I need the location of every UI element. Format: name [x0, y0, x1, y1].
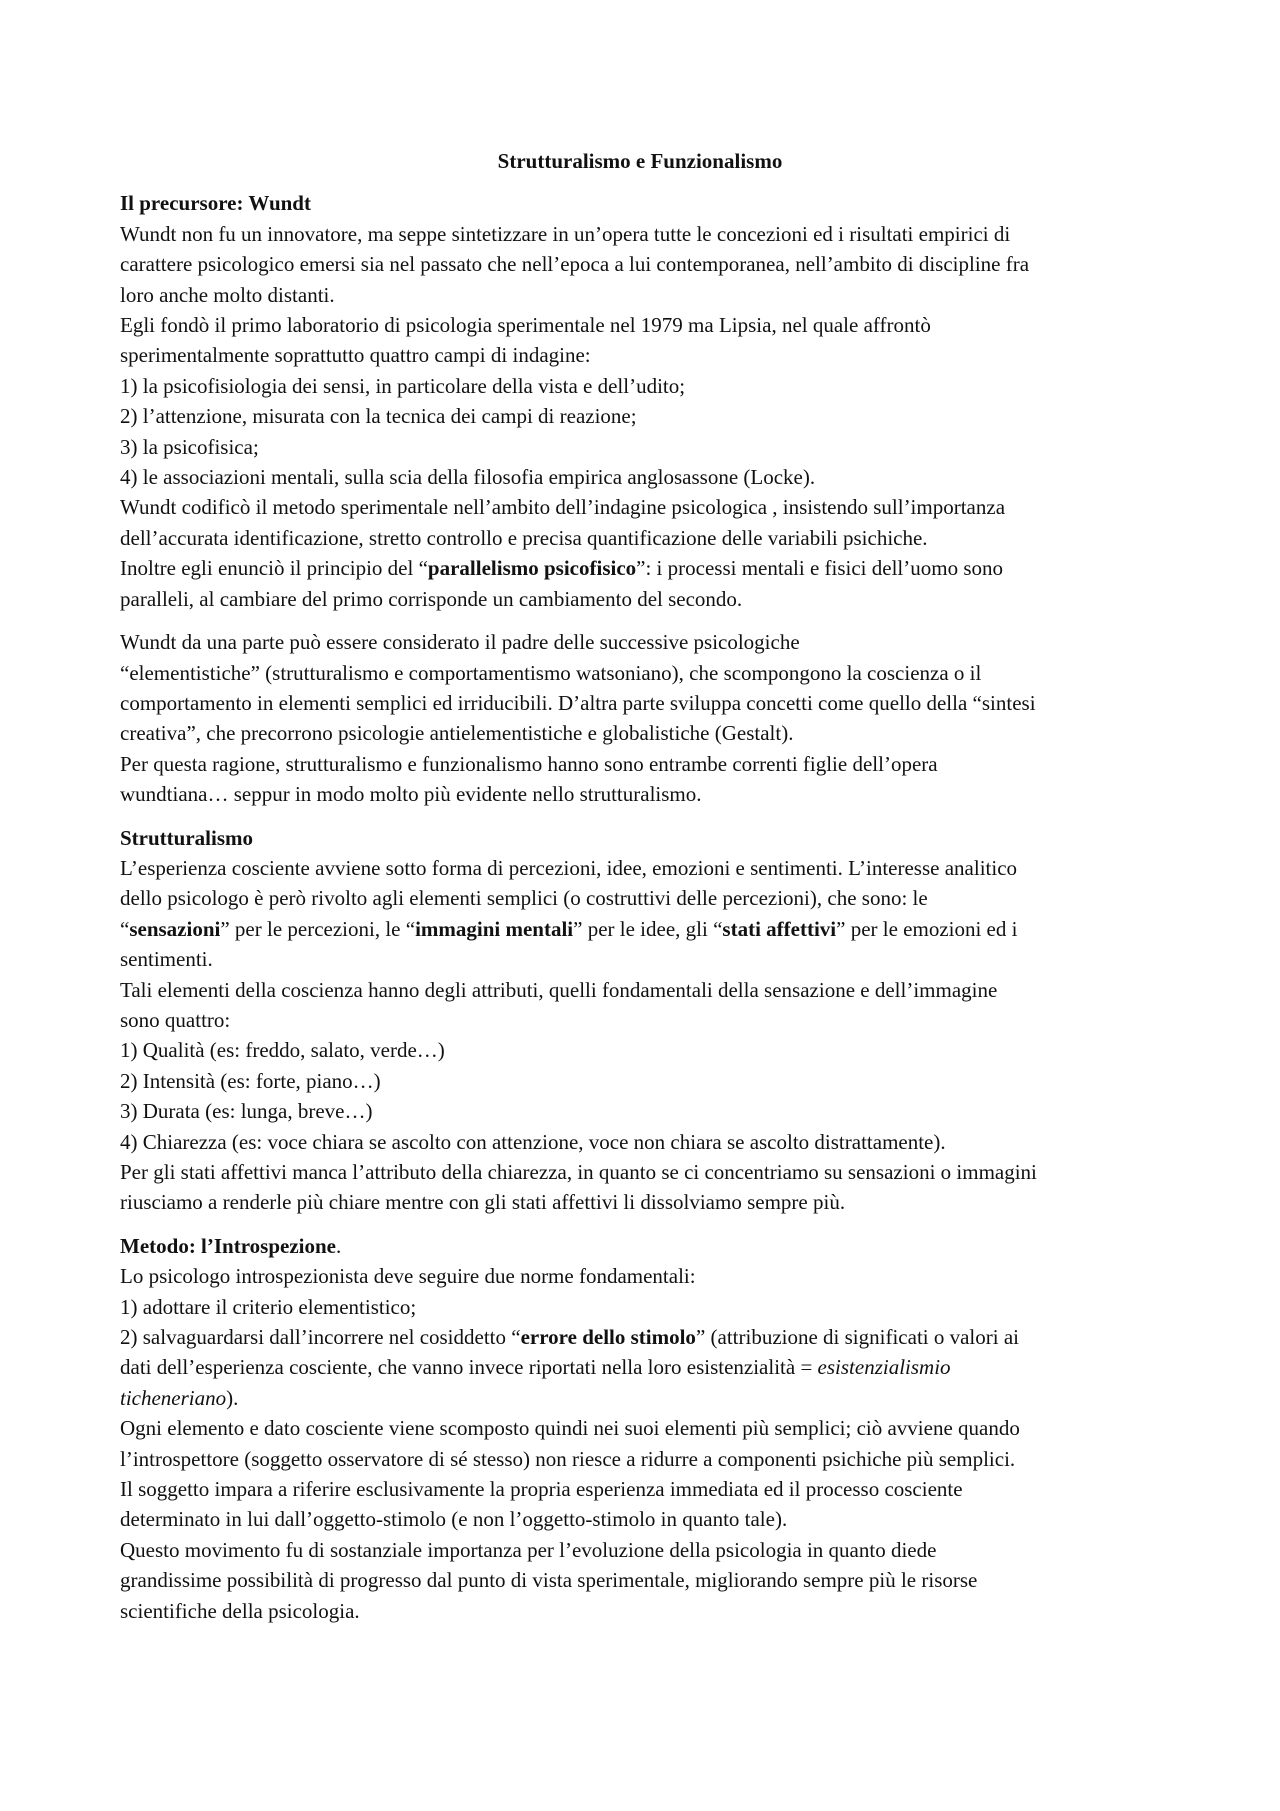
paragraph-line: sentimenti. [120, 947, 213, 972]
paragraph-line [120, 1352, 1160, 1382]
paragraph-line: Egli fondò il primo laboratorio di psicologia sperimentale nel 1979 ma Lipsia, nel quale affrontò [120, 313, 931, 338]
paragraph-line: Wundt non fu un innovatore, ma seppe sintetizzare in un’opera tutte le concezioni ed i risultati empirici di [120, 221, 1011, 246]
paragraph-line: wundtiana… seppur in modo molto più evidente nello strutturalismo. [120, 782, 702, 807]
paragraph-line: sperimentalmente soprattutto quattro campi di indagine: [120, 343, 591, 368]
list-item: 4) le associazioni mentali, sulla scia della filosofia empirica anglosassone (Locke). [120, 465, 816, 490]
paragraph-line: l’introspettore (soggetto osservatore di sé stesso) non riesce a ridurre a componenti psichiche più semplici. [120, 1446, 1016, 1471]
paragraph-line: scientifiche della psicologia. [120, 1598, 360, 1623]
text-span: ” per le percezioni, le “ [220, 916, 416, 941]
paragraph-line: creativa”, che precorrono psicologie antielementistiche e globalistiche (Gestalt). [120, 721, 794, 746]
paragraph-line: dello psicologo è però rivolto agli elementi semplici (o costruttivi delle percezioni), che sono: le [120, 886, 928, 911]
paragraph-line [120, 1383, 1160, 1413]
paragraph-line: “elementistiche” (strutturalismo e comportamentismo watsoniano), che scompongono la coscienza o il [120, 660, 982, 685]
text-span: dati dell’esperienza cosciente, che vanno invece riportati nella loro esistenzialità = [120, 1355, 818, 1380]
text-span: ”: i processi mentali e fisici dell’uomo sono [636, 556, 1003, 581]
bold-term: Metodo: l’Introspezione [120, 1233, 336, 1258]
text-span: . [336, 1233, 342, 1258]
paragraph-line: comportamento in elementi semplici ed irriducibili. D’altra parte sviluppa concetti come quello della “sintesi [120, 690, 1036, 715]
paragraph-line: sono quattro: [120, 1007, 231, 1032]
list-item: 1) Qualità (es: freddo, salato, verde…) [120, 1038, 445, 1063]
list-item: 4) Chiarezza (es: voce chiara se ascolto con attenzione, voce non chiara se ascolto distrattamente). [120, 1129, 946, 1154]
bold-term: parallelismo psicofisico [427, 556, 637, 581]
list-item: 3) Durata (es: lunga, breve…) [120, 1099, 373, 1124]
italic-term: ticheneriano [120, 1385, 227, 1410]
text-span: ). [226, 1385, 239, 1410]
section-heading-wundt: Il precursore: Wundt [120, 191, 311, 216]
paragraph-line: riusciamo a renderle più chiare mentre con gli stati affettivi li dissolviamo sempre più. [120, 1190, 846, 1215]
paragraph-line: Wundt codificò il metodo sperimentale nell’ambito dell’indagine psicologica , insistendo sull’importanza [120, 495, 1006, 520]
text-span: ” per le emozioni ed i [836, 916, 1018, 941]
paragraph-line: loro anche molto distanti. [120, 282, 335, 307]
text-span: ” per le idee, gli “ [573, 916, 723, 941]
paragraph-line [120, 553, 1160, 583]
paragraph-line: Per questa ragione, strutturalismo e funzionalismo hanno sono entrambe correnti figlie dell’opera [120, 751, 938, 776]
paragraph-line: paralleli, al cambiare del primo corrisponde un cambiamento del secondo. [120, 586, 743, 611]
bold-term: immagini mentali [415, 916, 574, 941]
bold-term: errore dello stimolo [520, 1325, 696, 1350]
document-title: Strutturalismo e Funzionalismo [497, 149, 783, 173]
bold-term: sensazioni [129, 916, 221, 941]
paragraph-line: Wundt da una parte può essere considerato il padre delle successive psicologiche [120, 630, 800, 655]
list-item: 1) la psicofisiologia dei sensi, in particolare della vista e dell’udito; [120, 373, 686, 398]
paragraph-line: carattere psicologico emersi sia nel passato che nell’epoca a lui contemporanea, nell’ambito di discipline fra [120, 252, 1030, 277]
paragraph-line: Per gli stati affettivi manca l’attributo della chiarezza, in quanto se ci concentriamo su sensazioni o immagini [120, 1160, 1037, 1184]
paragraph-line: L’esperienza cosciente avviene sotto forma di percezioni, idee, emozioni e sentimenti. L’interesse analitico [120, 855, 1018, 880]
paragraph-line: dell’accurata identificazione, stretto controllo e precisa quantificazione delle variabili psichiche. [120, 525, 928, 550]
section-heading-metodo [120, 1231, 1160, 1261]
paragraph-line [120, 914, 1160, 944]
list-item: 2) l’attenzione, misurata con la tecnica dei campi di reazione; [120, 404, 637, 429]
text-span: Inoltre egli enunciò il principio del “ [120, 556, 428, 581]
paragraph-line: Ogni elemento e dato cosciente viene scomposto quindi nei suoi elementi più semplici; ciò avviene quando [120, 1416, 1020, 1441]
text-span: “ [120, 916, 130, 941]
list-item: 1) adottare il criterio elementistico; [120, 1294, 417, 1319]
section-heading-strutturalismo: Strutturalismo [120, 825, 253, 850]
paragraph-line: grandissime possibilità di progresso dal punto di vista sperimentale, migliorando sempre più le risorse [120, 1568, 978, 1593]
text-span: 2) salvaguardarsi dall’incorrere nel cosiddetto “ [120, 1325, 521, 1350]
list-item: 3) la psicofisica; [120, 434, 259, 459]
document-page [120, 146, 1160, 1626]
list-item: 2) Intensità (es: forte, piano…) [120, 1068, 381, 1093]
list-item [120, 1322, 1160, 1352]
italic-term: esistenzialismio [817, 1355, 951, 1380]
paragraph-line: determinato in lui dall’oggetto-stimolo (e non l’oggetto-stimolo in quanto tale). [120, 1507, 788, 1532]
bold-term: stati affettivi [722, 916, 837, 941]
paragraph-line: Questo movimento fu di sostanziale importanza per l’evoluzione della psicologia in quanto diede [120, 1537, 937, 1562]
paragraph-line: Il soggetto impara a riferire esclusivamente la propria esperienza immediata ed il processo cosciente [120, 1477, 963, 1502]
paragraph-line: Lo psicologo introspezionista deve seguire due norme fondamentali: [120, 1264, 696, 1289]
paragraph-line: Tali elementi della coscienza hanno degli attributi, quelli fondamentali della sensazione e dell’immagine [120, 977, 998, 1002]
text-span: ” (attribuzione di significati o valori ai [695, 1325, 1019, 1350]
